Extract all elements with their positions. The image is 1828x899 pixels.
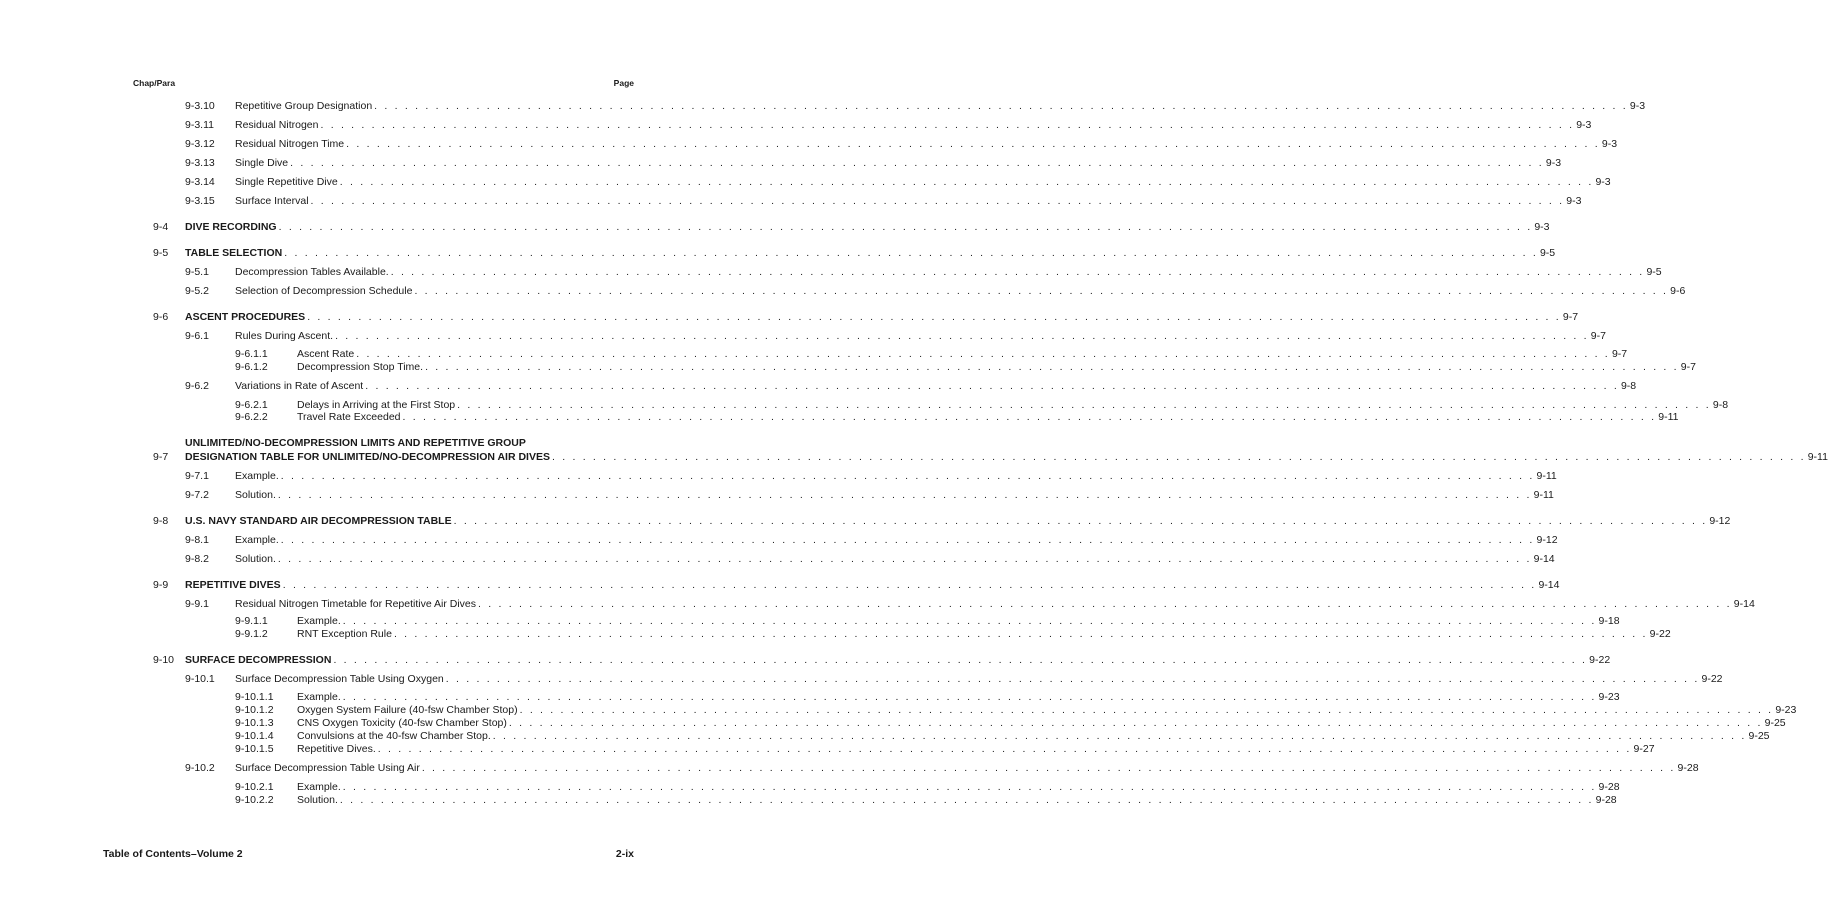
toc-entry-number: 9-9.1 xyxy=(185,598,209,610)
toc-entry-page: 9-14 xyxy=(1733,598,1755,610)
dot-leader: . . . . . . . . . . . . . . . . . . . . . . . . . . . . . . . . . . . . . . . . . . . . . . . . . . . . . . . . . . . . . . . . . . . . . . . . . . . . . . . . . . . . . . . . . . . . . . . . . . . . . . . . . . . . . . . . . . . . . . . . . . . xyxy=(320,119,1575,131)
toc-entry-title: Example. xyxy=(297,781,341,793)
toc-entry xyxy=(0,137,1618,151)
toc-entry-page: 9-23 xyxy=(1775,704,1797,716)
toc-entry xyxy=(0,514,1731,528)
footer-title: Table of Contents–Volume 2 xyxy=(103,848,243,860)
toc-entry-page: 9-22 xyxy=(1701,673,1723,685)
toc-entry-title: Convulsions at the 40-fsw Chamber Stop. xyxy=(297,730,491,742)
dot-leader: . . . . . . . . . . . . . . . . . . . . . . . . . . . . . . . . . . . . . . . . . . . . . . . . . . . . . . . . . . . . . . . . . . . . . . . . . . . . . . . . . . . . . . . . . . . . . . . . . . . . . . . . . . . . . . . . . . . . . . . . . . . xyxy=(346,138,1600,150)
toc-entry xyxy=(0,614,1620,628)
toc-entry xyxy=(0,488,1554,502)
toc-entry xyxy=(0,265,1662,279)
toc-entry-line xyxy=(185,220,1550,234)
dot-leader: . . . . . . . . . . . . . . . . . . . . . . . . . . . . . . . . . . . . . . . . . . . . . . . . . . . . . . . . . . . . . . . . . . . . . . . . . . . . . . . . . . . . . . . . . . . . . . . . . . . . . . . . . . . . . . . . . . . . . . . . . . . xyxy=(377,743,1632,755)
toc-entry-line xyxy=(235,469,1557,483)
toc-entry-title: Decompression Tables Available. xyxy=(235,266,389,278)
toc-entry-title: SURFACE DECOMPRESSION xyxy=(185,654,332,666)
toc-entry-title: CNS Oxygen Toxicity (40-fsw Chamber Stop) xyxy=(297,717,507,729)
toc-entry-page: 9-3 xyxy=(1629,100,1646,112)
toc-entry-line xyxy=(185,653,1611,667)
dot-leader: . . . . . . . . . . . . . . . . . . . . . . . . . . . . . . . . . . . . . . . . . . . . . . . . . . . . . . . . . . . . . . . . . . . . . . . . . . . . . . . . . . . . . . . . . . . . . . . . . . . . . . . . . . . . . . . . . . . . . . . . . . . xyxy=(445,673,1700,685)
toc-entry-title: TABLE SELECTION xyxy=(185,247,283,259)
toc-entry xyxy=(0,347,1628,361)
toc-entry-number: 9-10 xyxy=(153,654,175,666)
toc-entry-line xyxy=(185,246,1556,260)
toc-entry-title: Surface Interval xyxy=(235,195,309,207)
toc-entry-title: Solution. xyxy=(235,553,276,565)
toc-entry-line xyxy=(235,99,1646,113)
toc-entry-title: Selection of Decompression Schedule xyxy=(235,285,413,297)
toc-entry-line xyxy=(235,533,1558,547)
toc-entry-title: Repetitive Dives. xyxy=(297,743,376,755)
dot-leader: . . . . . . . . . . . . . . . . . . . . . . . . . . . . . . . . . . . . . . . . . . . . . . . . . . . . . . . . . . . . . . . . . . . . . . . . . . . . . . . . . . . . . . . . . . . . . . . . . . . . . . . . . . . . . . . . . . . . . . . . . . . xyxy=(393,628,1648,640)
dot-leader: . . . . . . . . . . . . . . . . . . . . . . . . . . . . . . . . . . . . . . . . . . . . . . . . . . . . . . . . . . . . . . . . . . . . . . . . . . . . . . . . . . . . . . . . . . . . . . . . . . . . . . . . . . . . . . . . . . . . . . . . . . . xyxy=(414,285,1669,297)
toc-entry xyxy=(0,329,1606,343)
toc-entry-number: 9-10.2.2 xyxy=(235,794,274,806)
toc-entry xyxy=(0,450,1828,464)
toc-entry xyxy=(0,284,1686,298)
toc-entry-title: Example. xyxy=(235,470,279,482)
dot-leader: . . . . . . . . . . . . . . . . . . . . . . . . . . . . . . . . . . . . . . . . . . . . . . . . . . . . . . . . . . . . . . . . . . . . . . . . . . . . . . . . . . . . . . . . . . . . . . . . . . . . . . . . . . . . . . . . . . . . . . . . . . . xyxy=(390,266,1645,278)
dot-leader: . . . . . . . . . . . . . . . . . . . . . . . . . . . . . . . . . . . . . . . . . . . . . . . . . . . . . . . . . . . . . . . . . . . . . . . . . . . . . . . . . . . . . . . . . . . . . . . . . . . . . . . . . . . . . . . . . . . . . . . . . . . xyxy=(335,330,1589,342)
toc-entry-page: 9-6 xyxy=(1670,285,1686,297)
toc-entry-page: 9-27 xyxy=(1633,743,1655,755)
toc-entry xyxy=(0,742,1655,756)
toc-entry-number: 9-10.1.2 xyxy=(235,704,274,716)
dot-leader: . . . . . . . . . . . . . . . . . . . . . . . . . . . . . . . . . . . . . . . . . . . . . . . . . . . . . . . . . . . . . . . . . . . . . . . . . . . . . . . . . . . . . . . . . . . . . . . . . . . . . . . . . . . . . . . . . . . . . . . . . . . xyxy=(280,470,1535,482)
toc-entry-page: 9-3 xyxy=(1601,138,1618,150)
toc-entry-page: 9-11 xyxy=(1533,489,1554,501)
toc-entry-number: 9-5.2 xyxy=(185,285,209,297)
toc-entry-line xyxy=(297,627,1671,641)
toc-entry-title: DESIGNATION TABLE FOR UNLIMITED/NO-DECOMPRESSION AIR DIVES xyxy=(185,451,550,463)
toc-entry-number: 9-6.1 xyxy=(185,330,209,342)
toc-entry-number: 9-3.12 xyxy=(185,138,215,150)
toc-entry-title: Decompression Stop Time. xyxy=(297,361,424,373)
toc-entry-number: 9-6.1.2 xyxy=(235,361,268,373)
toc-entry xyxy=(0,118,1592,132)
toc-entry-line xyxy=(235,761,1699,775)
dot-leader: . . . . . . . . . . . . . . . . . . . . . . . . . . . . . . . . . . . . . . . . . . . . . . . . . . . . . . . . . . . . . . . . . . . . . . . . . . . . . . . . . . . . . . . . . . . . . . . . . . . . . . . . . . . . . . . . . . . . . . . . . . . xyxy=(277,553,1532,565)
dot-leader: . . . . . . . . . . . . . . . . . . . . . . . . . . . . . . . . . . . . . . . . . . . . . . . . . . . . . . . . . . . . . . . . . . . . . . . . . . . . . . . . . . . . . . . . . . . . . . . . . . . . . . . . . . . . . . . . . . . . . . . . . . . xyxy=(478,598,1732,610)
toc-entry-page: 9-18 xyxy=(1598,615,1620,627)
dot-leader: . . . . . . . . . . . . . . . . . . . . . . . . . . . . . . . . . . . . . . . . . . . . . . . . . . . . . . . . . . . . . . . . . . . . . . . . . . . . . . . . . . . . . . . . . . . . . . . . . . . . . . . . . . . . . . . . . . . . . . . . . . . xyxy=(284,247,1538,259)
dot-leader: . . . . . . . . . . . . . . . . . . . . . . . . . . . . . . . . . . . . . . . . . . . . . . . . . . . . . . . . . . . . . . . . . . . . . . . . . . . . . . . . . . . . . . . . . . . . . . . . . . . . . . . . . . . . . . . . . . . . . . . . . . . xyxy=(307,311,1561,323)
toc-entry-title: Travel Rate Exceeded xyxy=(297,411,401,423)
toc-entry-title: Ascent Rate xyxy=(297,348,355,360)
dot-leader: . . . . . . . . . . . . . . . . . . . . . . . . . . . . . . . . . . . . . . . . . . . . . . . . . . . . . . . . . . . . . . . . . . . . . . . . . . . . . . . . . . . . . . . . . . . . . . . . . . . . . . . . . . . . . . . . . . . . . . . . . . . xyxy=(277,489,1532,501)
toc-entry-number: 9-5.1 xyxy=(185,266,209,278)
toc-entry xyxy=(0,672,1723,686)
toc-entry-number: 9-10.2.1 xyxy=(235,781,274,793)
toc-entry xyxy=(0,220,1550,234)
toc-entry xyxy=(0,793,1617,807)
toc-entry-number: 9-6 xyxy=(153,311,169,323)
toc-entry-title: ASCENT PROCEDURES xyxy=(185,311,306,323)
toc-entry-page: 9-5 xyxy=(1646,266,1662,278)
toc-entry-number: 9-7 xyxy=(153,451,169,463)
toc-entry-page: 9-5 xyxy=(1539,247,1556,259)
toc-entry-title: Delays in Arriving at the First Stop xyxy=(297,399,456,411)
toc-entry-page: 9-12 xyxy=(1709,515,1731,527)
toc-entry-number: 9-7.1 xyxy=(185,470,209,482)
dot-leader: . . . . . . . . . . . . . . . . . . . . . . . . . . . . . . . . . . . . . . . . . . . . . . . . . . . . . . . . . . . . . . . . . . . . . . . . . . . . . . . . . . . . . . . . . . . . . . . . . . . . . . . . . . . . . . . . . . . . . . . . . . . xyxy=(333,654,1588,666)
toc-entry-number: 9-3.15 xyxy=(185,195,215,207)
toc-entry-page: 9-11 xyxy=(1807,451,1828,463)
dot-leader: . . . . . . . . . . . . . . . . . . . . . . . . . . . . . . . . . . . . . . . . . . . . . . . . . . . . . . . . . . . . . . . . . . . . . . . . . . . . . . . . . . . . . . . . . . . . . . . . . . . . . . . . . . . . . . . . . . . . . . . . . . . xyxy=(457,399,1711,411)
toc-entry xyxy=(0,729,1770,743)
toc-entry-page: 9-3 xyxy=(1595,176,1611,188)
toc-entry-line xyxy=(185,310,1579,324)
toc-entry-page: 9-3 xyxy=(1576,119,1592,131)
toc-entry-title: Residual Nitrogen Time xyxy=(235,138,345,150)
toc-entry-page: 9-8 xyxy=(1712,399,1729,411)
toc-entry-line xyxy=(235,137,1618,151)
toc-entry-number: 9-8 xyxy=(153,515,169,527)
dot-leader: . . . . . . . . . . . . . . . . . . . . . . . . . . . . . . . . . . . . . . . . . . . . . . . . . . . . . . . . . . . . . . . . . . . . . . . . . . . . . . . . . . . . . . . . . . . . . . . . . . . . . . . . . . . . . . . . . . . . . . . . . . . xyxy=(508,717,1763,729)
dot-leader: . . . . . . . . . . . . . . . . . . . . . . . . . . . . . . . . . . . . . . . . . . . . . . . . . . . . . . . . . . . . . . . . . . . . . . . . . . . . . . . . . . . . . . . . . . . . . . . . . . . . . . . . . . . . . . . . . . . . . . . . . . . xyxy=(339,176,1594,188)
toc-entry-page: 9-14 xyxy=(1533,553,1555,565)
toc-entry-title: Residual Nitrogen Timetable for Repetitive Air Dives xyxy=(235,598,477,610)
dot-leader: . . . . . . . . . . . . . . . . . . . . . . . . . . . . . . . . . . . . . . . . . . . . . . . . . . . . . . . . . . . . . . . . . . . . . . . . . . . . . . . . . . . . . . . . . . . . . . . . . . . . . . . . . . . . . . . . . . . . . . . . . . . xyxy=(402,411,1657,423)
toc-entry-line xyxy=(235,175,1611,189)
toc-entry-line xyxy=(235,597,1755,611)
dot-leader: . . . . . . . . . . . . . . . . . . . . . . . . . . . . . . . . . . . . . . . . . . . . . . . . . . . . . . . . . . . . . . . . . . . . . . . . . . . . . . . . . . . . . . . . . . . . . . . . . . . . . . . . . . . . . . . . . . . . . . . . . . . xyxy=(551,451,1806,463)
toc-entry-line xyxy=(235,265,1662,279)
dot-leader: . . . . . . . . . . . . . . . . . . . . . . . . . . . . . . . . . . . . . . . . . . . . . . . . . . . . . . . . . . . . . . . . . . . . . . . . . . . . . . . . . . . . . . . . . . . . . . . . . . . . . . . . . . . . . . . . . . . . . . . . . . . xyxy=(282,579,1537,591)
toc-entry-page: 9-28 xyxy=(1595,794,1617,806)
toc-entry xyxy=(0,716,1786,730)
toc-entry-title: Surface Decompression Table Using Oxygen xyxy=(235,673,444,685)
dot-leader: . . . . . . . . . . . . . . . . . . . . . . . . . . . . . . . . . . . . . . . . . . . . . . . . . . . . . . . . . . . . . . . . . . . . . . . . . . . . . . . . . . . . . . . . . . . . . . . . . . . . . . . . . . . . . . . . . . . . . . . . . . . xyxy=(339,794,1594,806)
toc-entry-title: U.S. NAVY STANDARD AIR DECOMPRESSION TABLE xyxy=(185,515,452,527)
toc-entry-line xyxy=(297,716,1786,730)
toc-entry-line xyxy=(235,379,1637,393)
dot-leader: . . . . . . . . . . . . . . . . . . . . . . . . . . . . . . . . . . . . . . . . . . . . . . . . . . . . . . . . . . . . . . . . . . . . . . . . . . . . . . . . . . . . . . . . . . . . . . . . . . . . . . . . . . . . . . . . . . . . . . . . . . . xyxy=(310,195,1565,207)
toc-entry-line xyxy=(235,118,1592,132)
toc-entry xyxy=(0,761,1699,775)
dot-leader: . . . . . . . . . . . . . . . . . . . . . . . . . . . . . . . . . . . . . . . . . . . . . . . . . . . . . . . . . . . . . . . . . . . . . . . . . . . . . . . . . . . . . . . . . . . . . . . . . . . . . . . . . . . . . . . . . . . . . . . . . . . xyxy=(519,704,1774,716)
toc-entry-title: Solution. xyxy=(235,489,276,501)
toc-entry-title: Example. xyxy=(235,534,279,546)
header-page: Page xyxy=(613,78,634,88)
toc-entry xyxy=(0,552,1555,566)
toc-entry-page: 9-3 xyxy=(1566,195,1582,207)
toc-entry-title: Rules During Ascent. xyxy=(235,330,334,342)
dot-leader: . . . . . . . . . . . . . . . . . . . . . . . . . . . . . . . . . . . . . . . . . . . . . . . . . . . . . . . . . . . . . . . . . . . . . . . . . . . . . . . . . . . . . . . . . . . . . . . . . . . . . . . . . . . . . . . . . . . . . . . . . . . xyxy=(290,157,1544,169)
toc-entry-number: 9-6.2.1 xyxy=(235,399,268,411)
toc-entry-page: 9-11 xyxy=(1536,470,1557,482)
toc-entry-page: 9-11 xyxy=(1658,411,1679,423)
toc-entry-line xyxy=(297,360,1696,374)
dot-leader: . . . . . . . . . . . . . . . . . . . . . . . . . . . . . . . . . . . . . . . . . . . . . . . . . . . . . . . . . . . . . . . . . . . . . . . . . . . . . . . . . . . . . . . . . . . . . . . . . . . . . . . . . . . . . . . . . . . . . . . . . . . xyxy=(342,781,1597,793)
toc-entry xyxy=(0,379,1637,393)
header-chap-para: Chap/Para xyxy=(133,78,176,88)
toc-entry-line xyxy=(297,729,1770,743)
toc-entry xyxy=(0,194,1582,208)
toc-entry xyxy=(0,690,1620,704)
toc-entry-page: 9-28 xyxy=(1598,781,1620,793)
toc-entry xyxy=(0,310,1579,324)
toc-entry-number: 9-10.1.3 xyxy=(235,717,274,729)
toc-entry-line xyxy=(185,450,1828,464)
toc-entry-title: Residual Nitrogen xyxy=(235,119,319,131)
toc-entry-number: 9-3.10 xyxy=(185,100,215,112)
toc-entry xyxy=(0,410,1679,424)
dot-leader: . . . . . . . . . . . . . . . . . . . . . . . . . . . . . . . . . . . . . . . . . . . . . . . . . . . . . . . . . . . . . . . . . . . . . . . . . . . . . . . . . . . . . . . . . . . . . . . . . . . . . . . . . . . . . . . . . . . . . . . . . . . xyxy=(365,380,1619,392)
toc-entry-line xyxy=(297,614,1620,628)
toc-entry xyxy=(0,780,1620,794)
toc-entry-line xyxy=(185,514,1731,528)
toc-entry-title: DIVE RECORDING xyxy=(185,221,277,233)
toc-entry-number: 9-10.1 xyxy=(185,673,215,685)
toc-entry-page: 9-8 xyxy=(1620,380,1637,392)
footer-page-number: 2-ix xyxy=(615,848,634,860)
toc-entry xyxy=(0,99,1646,113)
toc-entry-number: 9-9.1.1 xyxy=(235,615,268,627)
toc-entry-page: 9-22 xyxy=(1589,654,1611,666)
toc-entry-page: 9-23 xyxy=(1598,691,1620,703)
toc-entry-line xyxy=(235,156,1562,170)
toc-entry-line xyxy=(297,410,1679,424)
toc-entry-line xyxy=(185,578,1560,592)
dot-leader: . . . . . . . . . . . . . . . . . . . . . . . . . . . . . . . . . . . . . . . . . . . . . . . . . . . . . . . . . . . . . . . . . . . . . . . . . . . . . . . . . . . . . . . . . . . . . . . . . . . . . . . . . . . . . . . . . . . . . . . . . . . xyxy=(425,361,1679,373)
toc-entry-page: 9-7 xyxy=(1611,348,1628,360)
toc-entry-title: Example. xyxy=(297,615,341,627)
dot-leader: . . . . . . . . . . . . . . . . . . . . . . . . . . . . . . . . . . . . . . . . . . . . . . . . . . . . . . . . . . . . . . . . . . . . . . . . . . . . . . . . . . . . . . . . . . . . . . . . . . . . . . . . . . . . . . . . . . . . . . . . . . . xyxy=(278,221,1533,233)
toc-entry-line xyxy=(297,793,1617,807)
toc-entry-line xyxy=(235,284,1686,298)
toc-entry-title: Surface Decompression Table Using Air xyxy=(235,762,420,774)
toc-entry-page: 9-22 xyxy=(1649,628,1671,640)
toc-entry-line xyxy=(297,780,1620,794)
toc-entry xyxy=(0,578,1560,592)
toc-entry-title: Example. xyxy=(297,691,341,703)
toc-entry-title: Variations in Rate of Ascent xyxy=(235,380,364,392)
toc-entry xyxy=(0,533,1558,547)
toc-entry-title: Oxygen System Failure (40-fsw Chamber Stop) xyxy=(297,704,518,716)
toc-entry-title-line1: UNLIMITED/NO-DECOMPRESSION LIMITS AND REPETITIVE GROUP xyxy=(185,437,526,449)
toc-entry-number: 9-10.2 xyxy=(185,762,215,774)
toc-entry-line xyxy=(235,194,1582,208)
toc-entry-page: 9-14 xyxy=(1538,579,1560,591)
toc-entry-line xyxy=(297,347,1628,361)
toc-entry-number: 9-4 xyxy=(153,221,169,233)
toc-entry-number: 9-10.1.4 xyxy=(235,730,274,742)
toc-entry xyxy=(0,627,1671,641)
toc-entry-title: Single Repetitive Dive xyxy=(235,176,338,188)
toc-entry-number: 9-9.1.2 xyxy=(235,628,268,640)
toc-entry-page: 9-7 xyxy=(1590,330,1606,342)
toc-entry-line xyxy=(297,690,1620,704)
toc-entry xyxy=(0,156,1562,170)
toc-entry-number: 9-8.2 xyxy=(185,553,209,565)
dot-leader: . . . . . . . . . . . . . . . . . . . . . . . . . . . . . . . . . . . . . . . . . . . . . . . . . . . . . . . . . . . . . . . . . . . . . . . . . . . . . . . . . . . . . . . . . . . . . . . . . . . . . . . . . . . . . . . . . . . . . . . . . . . xyxy=(342,615,1597,627)
toc-entry-number: 9-5 xyxy=(153,247,169,259)
toc-entry-title: RNT Exception Rule xyxy=(297,628,392,640)
toc-entry-page: 9-28 xyxy=(1677,762,1699,774)
toc-entry-line xyxy=(235,329,1606,343)
dot-leader: . . . . . . . . . . . . . . . . . . . . . . . . . . . . . . . . . . . . . . . . . . . . . . . . . . . . . . . . . . . . . . . . . . . . . . . . . . . . . . . . . . . . . . . . . . . . . . . . . . . . . . . . . . . . . . . . . . . . . . . . . . . xyxy=(342,691,1597,703)
toc-entry-title: Single Dive xyxy=(235,157,289,169)
toc-entry-number: 9-3.11 xyxy=(185,119,214,131)
toc-entry-number: 9-7.2 xyxy=(185,489,209,501)
toc-entry-number: 9-3.14 xyxy=(185,176,215,188)
toc-entry-page: 9-3 xyxy=(1534,221,1550,233)
dot-leader: . . . . . . . . . . . . . . . . . . . . . . . . . . . . . . . . . . . . . . . . . . . . . . . . . . . . . . . . . . . . . . . . . . . . . . . . . . . . . . . . . . . . . . . . . . . . . . . . . . . . . . . . . . . . . . . . . . . . . . . . . . . xyxy=(453,515,1708,527)
toc-entry-page: 9-7 xyxy=(1562,311,1579,323)
toc-entry xyxy=(0,653,1611,667)
toc-entry xyxy=(0,360,1696,374)
toc-entry-number: 9-10.1.1 xyxy=(235,691,274,703)
toc-entry-line xyxy=(297,742,1655,756)
toc-entry-number: 9-10.1.5 xyxy=(235,743,274,755)
dot-leader: . . . . . . . . . . . . . . . . . . . . . . . . . . . . . . . . . . . . . . . . . . . . . . . . . . . . . . . . . . . . . . . . . . . . . . . . . . . . . . . . . . . . . . . . . . . . . . . . . . . . . . . . . . . . . . . . . . . . . . . . . . . xyxy=(280,534,1535,546)
toc-entry-number: 9-8.1 xyxy=(185,534,209,546)
toc-entry-line xyxy=(297,703,1797,717)
toc-entry-line xyxy=(235,488,1554,502)
toc-entry-number: 9-6.1.1 xyxy=(235,348,268,360)
toc-entry xyxy=(0,246,1556,260)
toc-entry-title: Repetitive Group Designation xyxy=(235,100,373,112)
toc-entry xyxy=(0,175,1611,189)
toc-entry-number: 9-6.2 xyxy=(185,380,209,392)
toc-entry-title: REPETITIVE DIVES xyxy=(185,579,281,591)
toc-entry-title: Solution. xyxy=(297,794,338,806)
toc-entry xyxy=(0,703,1797,717)
toc-entry xyxy=(0,469,1557,483)
dot-leader: . . . . . . . . . . . . . . . . . . . . . . . . . . . . . . . . . . . . . . . . . . . . . . . . . . . . . . . . . . . . . . . . . . . . . . . . . . . . . . . . . . . . . . . . . . . . . . . . . . . . . . . . . . . . . . . . . . . . . . . . . . . xyxy=(356,348,1610,360)
toc-entry-line xyxy=(235,552,1555,566)
toc-entry-page: 9-12 xyxy=(1536,534,1558,546)
toc-entry-page: 9-3 xyxy=(1545,157,1562,169)
toc-entry-number: 9-3.13 xyxy=(185,157,215,169)
toc-entry-line xyxy=(235,672,1723,686)
toc-entry-page: 9-7 xyxy=(1680,361,1696,373)
toc-entry xyxy=(0,597,1755,611)
toc-entry-number: 9-9 xyxy=(153,579,169,591)
dot-leader: . . . . . . . . . . . . . . . . . . . . . . . . . . . . . . . . . . . . . . . . . . . . . . . . . . . . . . . . . . . . . . . . . . . . . . . . . . . . . . . . . . . . . . . . . . . . . . . . . . . . . . . . . . . . . . . . . . . . . . . . . . . xyxy=(492,730,1747,742)
dot-leader: . . . . . . . . . . . . . . . . . . . . . . . . . . . . . . . . . . . . . . . . . . . . . . . . . . . . . . . . . . . . . . . . . . . . . . . . . . . . . . . . . . . . . . . . . . . . . . . . . . . . . . . . . . . . . . . . . . . . . . . . . . . xyxy=(374,100,1628,112)
toc-entry-page: 9-25 xyxy=(1764,717,1786,729)
toc-entry-number: 9-6.2.2 xyxy=(235,411,268,423)
toc-entry-page: 9-25 xyxy=(1748,730,1770,742)
dot-leader: . . . . . . . . . . . . . . . . . . . . . . . . . . . . . . . . . . . . . . . . . . . . . . . . . . . . . . . . . . . . . . . . . . . . . . . . . . . . . . . . . . . . . . . . . . . . . . . . . . . . . . . . . . . . . . . . . . . . . . . . . . . xyxy=(421,762,1676,774)
